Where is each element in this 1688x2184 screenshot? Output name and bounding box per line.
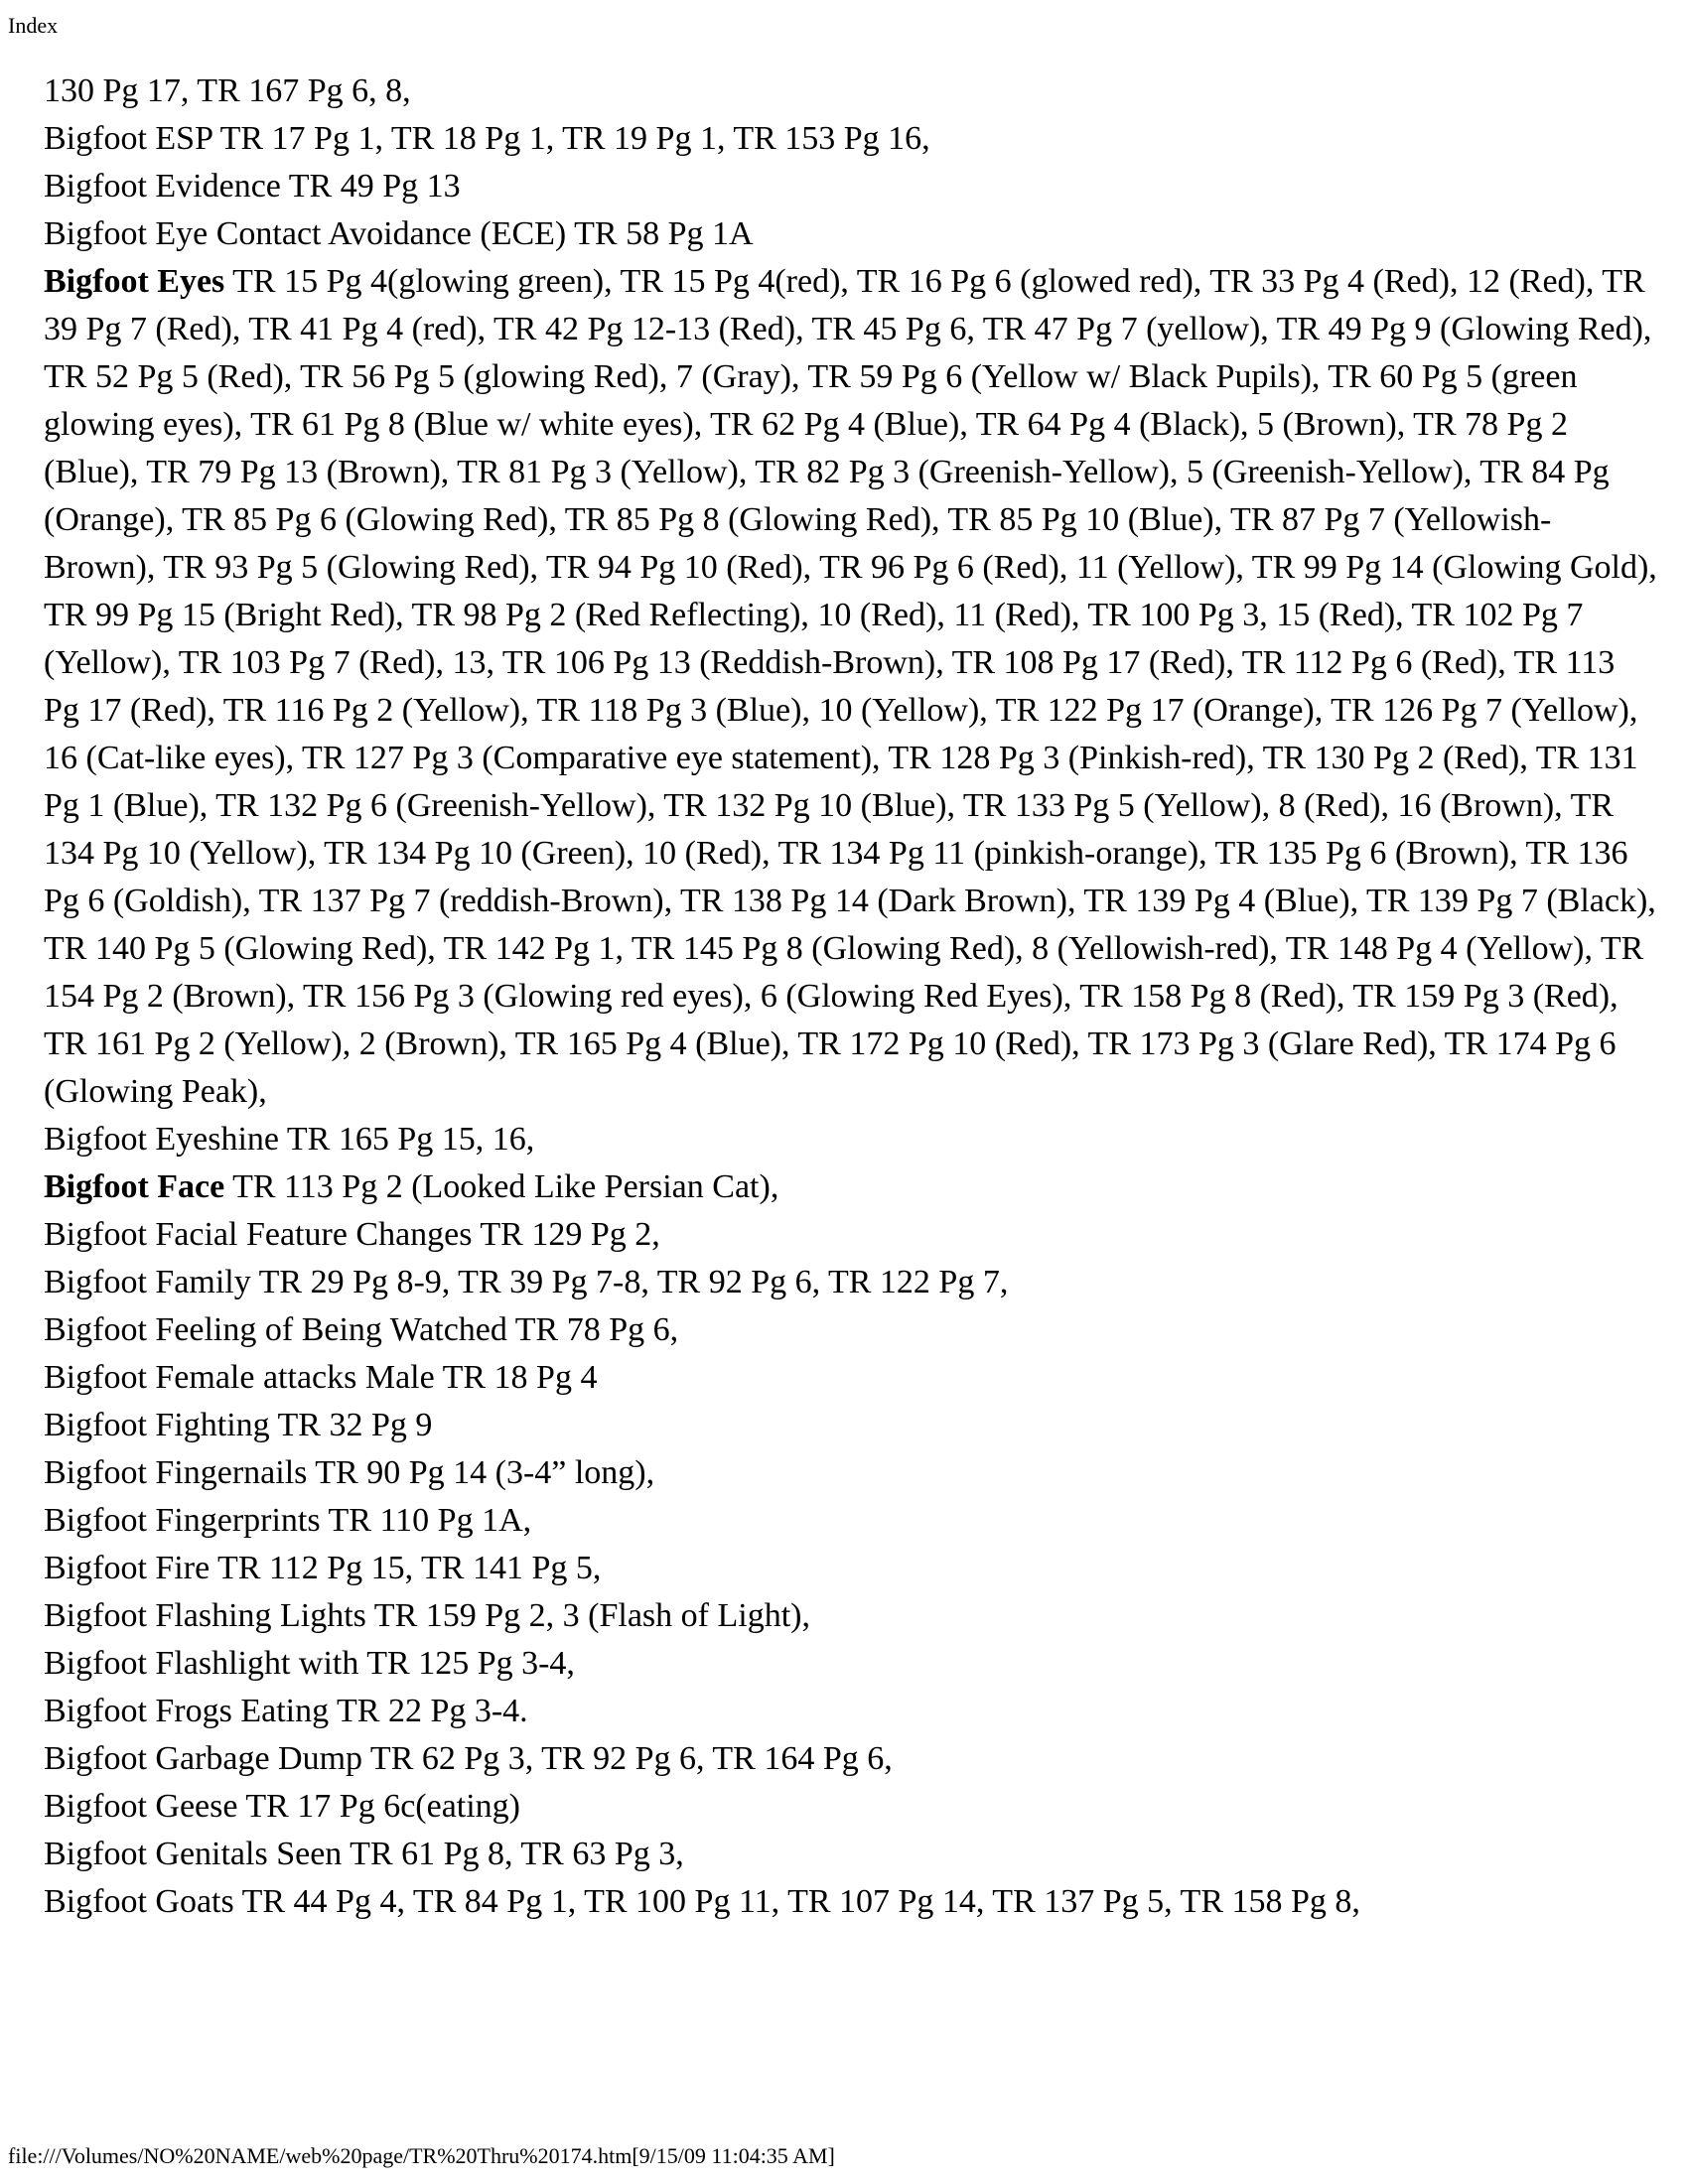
index-entry [44,1497,1658,1545]
index-entry [44,1259,1658,1306]
entry-text: Bigfoot Eye Contact Avoidance (ECE) TR 58 Pg 1A [44,215,754,252]
entry-text: Bigfoot Goats TR 44 Pg 4, TR 84 Pg 1, TR 100 Pg 11, TR 107 Pg 14, TR 137 Pg 5, TR 158 Pg 8, [44,1883,1360,1920]
index-entry [44,1878,1658,1926]
entry-text: Bigfoot Frogs Eating TR 22 Pg 3-4. [44,1693,528,1729]
entry-text: Bigfoot Flashlight with TR 125 Pg 3-4, [44,1645,575,1682]
index-entry [44,1688,1658,1735]
entry-text: TR 113 Pg 2 (Looked Like Persian Cat), [224,1168,779,1205]
index-entry [44,68,1658,115]
index-entry [44,1449,1658,1497]
index-entry [44,1306,1658,1354]
entry-text: Bigfoot Genitals Seen TR 61 Pg 8, TR 63 Pg 3, [44,1836,684,1872]
index-entry [44,1783,1658,1831]
page-footer-source: file:///Volumes/NO%20NAME/web%20page/TR%20Thru%20174.htm[9/15/09 11:04:35 AM] [8,2143,835,2168]
index-entry [44,1211,1658,1259]
index-entry [44,1402,1658,1449]
index-entry [44,210,1658,258]
entry-text: Bigfoot Female attacks Male TR 18 Pg 4 [44,1359,598,1396]
index-entry [44,1354,1658,1402]
entry-text: Bigfoot Evidence TR 49 Pg 13 [44,168,461,205]
entry-text: Bigfoot Garbage Dump TR 62 Pg 3, TR 92 Pg 6, TR 164 Pg 6, [44,1740,893,1777]
index-entry [44,1592,1658,1640]
index-entry [44,1735,1658,1783]
entry-text: Bigfoot Fingerprints TR 110 Pg 1A, [44,1502,532,1539]
index-entry [44,1640,1658,1688]
index-entry [44,1545,1658,1592]
index-entry-bigfoot-eyes [44,258,1658,1116]
entry-text: Bigfoot Eyeshine TR 165 Pg 15, 16, [44,1121,535,1158]
entry-text: Bigfoot Fighting TR 32 Pg 9 [44,1407,433,1443]
index-entry [44,115,1658,163]
entry-text: TR 15 Pg 4(glowing green), TR 15 Pg 4(red), TR 16 Pg 6 (glowed red), TR 33 Pg 4 (Red), 12 (Red), TR 39 Pg 7 (Red), TR 41 Pg 4 (red), TR 42 Pg 12-13 (Red), TR 45 Pg 6, TR 47 Pg 7 (yellow), TR 49 Pg 9 (Glowing Red), TR 52 Pg 5 (Red), TR 56 Pg 5 (glowing Red), 7 (Gray), TR 59 Pg 6 (Yellow w/ Black Pupils), TR 60 Pg 5 (green glowing eyes), TR 61 Pg 8 (Blue w/ white eyes), TR 62 Pg 4 (Blue), TR 64 Pg 4 (Black), 5 (Brown), TR 78 Pg 2 (Blue), TR 79 Pg 13 (Brown), TR 81 Pg 3 (Yellow), TR 82 Pg 3 (Greenish-Yellow), 5 (Greenish-Yellow), TR 84 Pg (Orange), TR 85 Pg 6 (Glowing Red), TR 85 Pg 8 (Glowing Red), TR 85 Pg 10 (Blue), TR 87 Pg 7 (Yellowish-Brown), TR 93 Pg 5 (Glowing Red), TR 94 Pg 10 (Red), TR 96 Pg 6 (Red), 11 (Yellow), TR 99 Pg 14 (Glowing Gold), TR 99 Pg 15 (Bright Red), TR 98 Pg 2 (Red Reflecting), 10 (Red), 11 (Red), TR 100 Pg 3, 15 (Red), TR 102 Pg 7 (Yellow), TR 103 Pg 7 (Red), 13, TR 106 Pg 13 (Reddish-Brown), TR 108 Pg 17 (Red), TR 112 Pg 6 (Red), TR 113 Pg 17 (Red), TR 116 Pg 2 (Yellow), TR 118 Pg 3 (Blue), 10 (Yellow), TR 122 Pg 17 (Orange), TR 126 Pg 7 (Yellow), 16 (Cat-like eyes), TR 127 Pg 3 (Comparative eye statement), TR 128 Pg 3 (Pinkish-red), TR 130 Pg 2 (Red), TR 131 Pg 1 (Blue), TR 132 Pg 6 (Greenish-Yellow), TR 132 Pg 10 (Blue), TR 133 Pg 5 (Yellow), 8 (Red), 16 (Brown), TR 134 Pg 10 (Yellow), TR 134 Pg 10 (Green), 10 (Red), TR 134 Pg 11 (pinkish-orange), TR 135 Pg 6 (Brown), TR 136 Pg 6 (Goldish), TR 137 Pg 7 (reddish-Brown), TR 138 Pg 14 (Dark Brown), TR 139 Pg 4 (Blue), TR 139 Pg 7 (Black), TR 140 Pg 5 (Glowing Red), TR 142 Pg 1, TR 145 Pg 8 (Glowing Red), 8 (Yellowish-red), TR 148 Pg 4 (Yellow), TR 154 Pg 2 (Brown), TR 156 Pg 3 (Glowing red eyes), 6 (Glowing Red Eyes), TR 158 Pg 8 (Red), TR 159 Pg 3 (Red), TR 161 Pg 2 (Yellow), 2 (Brown), TR 165 Pg 4 (Blue), TR 172 Pg 10 (Red), TR 173 Pg 3 (Glare Red), TR 174 Pg 6 (Glowing Peak), [44,263,1657,1110]
entry-text: Bigfoot Facial Feature Changes TR 129 Pg 2, [44,1216,660,1253]
entry-heading: Bigfoot Eyes [44,263,225,300]
index-entry [44,163,1658,210]
entry-text: Bigfoot Fingernails TR 90 Pg 14 (3-4” long), [44,1454,655,1491]
index-entry [44,1831,1658,1878]
entry-text: Bigfoot Geese TR 17 Pg 6c(eating) [44,1788,521,1825]
index-entries [44,68,1658,1926]
index-entry-bigfoot-face [44,1163,1658,1211]
entry-text: Bigfoot ESP TR 17 Pg 1, TR 18 Pg 1, TR 19 Pg 1, TR 153 Pg 16, [44,120,930,157]
entry-text: Bigfoot Feeling of Being Watched TR 78 Pg 6, [44,1311,679,1348]
index-entry [44,1116,1658,1163]
entry-text: Bigfoot Flashing Lights TR 159 Pg 2, 3 (Flash of Light), [44,1597,810,1634]
entry-heading: Bigfoot Face [44,1168,225,1205]
page-header-title: Index [8,13,59,38]
entry-text: Bigfoot Fire TR 112 Pg 15, TR 141 Pg 5, [44,1550,602,1586]
entry-text: 130 Pg 17, TR 167 Pg 6, 8, [44,72,411,109]
entry-text: Bigfoot Family TR 29 Pg 8-9, TR 39 Pg 7-8, TR 92 Pg 6, TR 122 Pg 7, [44,1264,1009,1300]
